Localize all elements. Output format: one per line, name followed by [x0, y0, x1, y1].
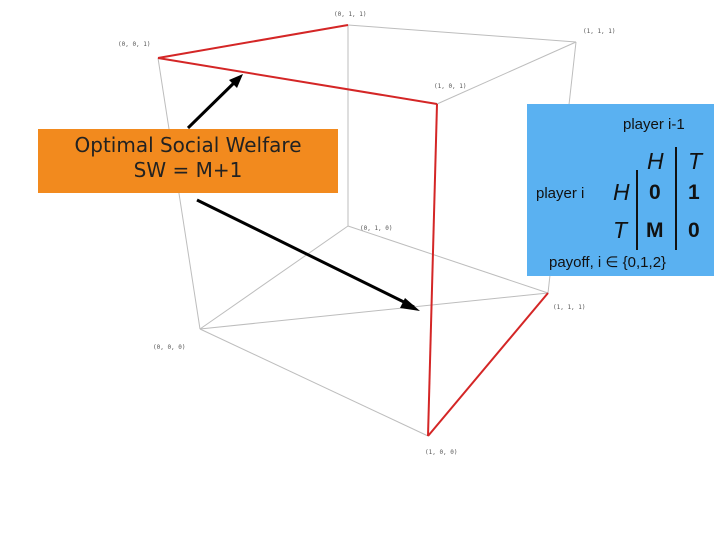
- payoff-footer: payoff, i ∈ {0,1,2}: [549, 254, 667, 271]
- matrix-divider: [675, 147, 677, 250]
- row-strategy-t: T: [613, 217, 628, 243]
- payoff-cell-tt: 0: [688, 219, 700, 242]
- cube-edge: [348, 25, 576, 42]
- payoff-cell-th: M: [646, 219, 664, 242]
- cube-edge: [200, 293, 548, 329]
- social-welfare-callout: [38, 129, 338, 193]
- cube-edge: [200, 329, 428, 436]
- highlighted-edge: [428, 293, 548, 436]
- vertex-label: (0, 1, 0): [360, 225, 393, 232]
- matrix-divider: [636, 170, 638, 250]
- cube-edge: [437, 42, 576, 104]
- callout-formula: SW = M+1: [133, 158, 243, 182]
- vertex-label: (1, 0, 0): [425, 449, 458, 456]
- payoff-cell-ht: 1: [688, 181, 700, 204]
- payoff-matrix-panel: [527, 104, 714, 276]
- highlighted-edge: [158, 58, 437, 104]
- arrow-to-top-vertex: [188, 78, 239, 128]
- column-strategy-h: H: [647, 148, 664, 174]
- vertex-label: (0, 1, 1): [334, 11, 367, 18]
- row-player-label: player i: [536, 185, 585, 202]
- vertex-label: (1, 1, 1): [583, 28, 616, 35]
- column-player-label: player i-1: [623, 116, 685, 133]
- vertex-label: (1, 0, 1): [434, 83, 467, 90]
- highlighted-edge: [428, 104, 437, 436]
- cube-edge: [158, 58, 200, 329]
- cube-edge: [200, 226, 348, 329]
- callout-title: Optimal Social Welfare: [74, 133, 302, 157]
- cube-edge: [348, 226, 548, 293]
- highlighted-edge: [158, 25, 348, 58]
- column-strategy-t: T: [688, 148, 703, 174]
- vertex-label: (0, 0, 0): [153, 344, 186, 351]
- row-strategy-h: H: [613, 179, 630, 205]
- vertex-label: (0, 0, 1): [118, 41, 151, 48]
- payoff-cell-hh: 0: [649, 181, 661, 204]
- arrow-to-bottom-vertex: [197, 200, 414, 307]
- vertex-label: (1, 1, 1): [553, 304, 586, 311]
